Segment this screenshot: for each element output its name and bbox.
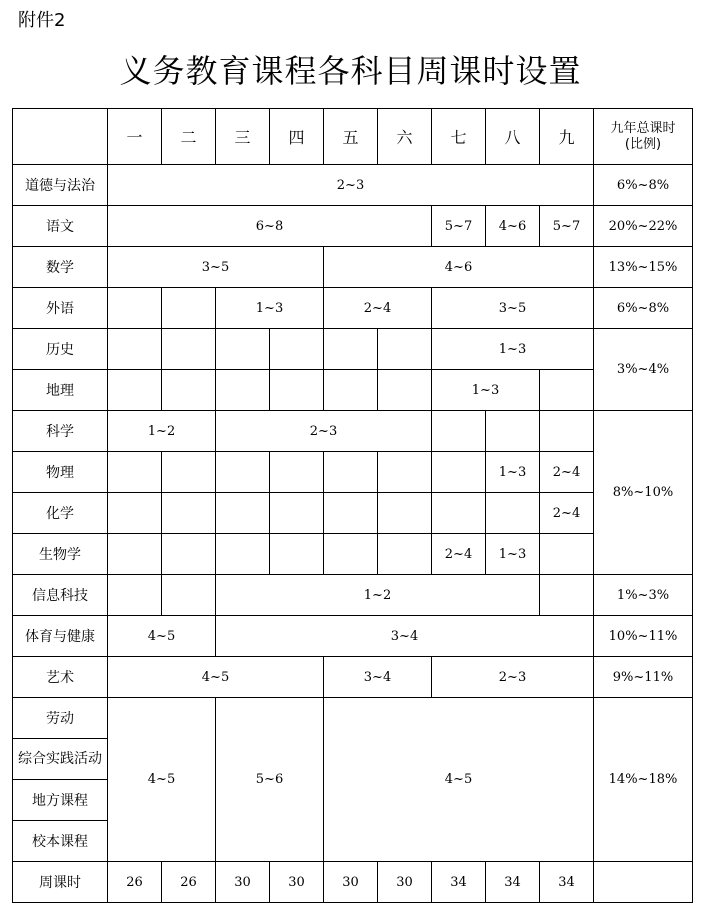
weekly-hours-cell: 30 — [216, 862, 270, 903]
subject-cell: 物理 — [13, 452, 108, 493]
table-row — [13, 370, 693, 411]
subject-cell: 化学 — [13, 493, 108, 534]
hours-cell: 4~5 — [108, 657, 324, 698]
empty-cell — [270, 534, 324, 575]
empty-cell — [432, 493, 486, 534]
weekly-hours-cell: 30 — [270, 862, 324, 903]
empty-cell — [486, 411, 540, 452]
subject-cell: 周课时 — [13, 862, 108, 903]
subject-cell — [13, 739, 108, 780]
table-row — [13, 493, 693, 534]
total-header — [594, 109, 693, 165]
total-cell: 20%~22% — [594, 206, 693, 247]
empty-cell — [324, 329, 378, 370]
empty-cell — [216, 370, 270, 411]
weekly-hours-cell: 26 — [162, 862, 216, 903]
subject-cell: 生物学 — [13, 534, 108, 575]
empty-cell — [540, 575, 594, 616]
grade-header: 九 — [540, 109, 594, 165]
hours-cell: 2~4 — [432, 534, 486, 575]
course-hours-table — [12, 108, 693, 903]
subject-cell: 地方课程 — [13, 780, 108, 821]
hours-cell: 3~4 — [324, 657, 432, 698]
subject-cell: 劳动 — [13, 698, 108, 739]
hours-cell: 5~6 — [216, 698, 324, 862]
empty-cell — [162, 452, 216, 493]
total-cell: 10%~11% — [594, 616, 693, 657]
hours-cell: 2~4 — [540, 493, 594, 534]
empty-cell — [270, 493, 324, 534]
empty-cell — [378, 370, 432, 411]
empty-cell — [162, 575, 216, 616]
empty-cell — [594, 862, 693, 903]
table-row — [13, 165, 693, 206]
empty-cell — [216, 329, 270, 370]
hours-cell: 2~4 — [540, 452, 594, 493]
total-header-line1: 九年总课时 — [610, 120, 676, 136]
hours-cell: 1~3 — [432, 329, 594, 370]
table-row — [13, 534, 693, 575]
empty-cell — [108, 329, 162, 370]
weekly-hours-cell: 34 — [540, 862, 594, 903]
subject-cell: 地理 — [13, 370, 108, 411]
subject-cell: 语文 — [13, 206, 108, 247]
table-row — [13, 329, 693, 370]
empty-cell — [162, 329, 216, 370]
total-cell: 6%~8% — [594, 288, 693, 329]
grade-header: 五 — [324, 109, 378, 165]
empty-cell — [378, 493, 432, 534]
empty-cell — [108, 370, 162, 411]
table-row — [13, 411, 693, 452]
hours-cell: 4~5 — [324, 698, 594, 862]
table-row — [13, 247, 693, 288]
empty-cell — [540, 370, 594, 411]
hours-cell: 4~6 — [324, 247, 594, 288]
empty-cell — [108, 534, 162, 575]
weekly-hours-cell: 30 — [378, 862, 432, 903]
table-row — [13, 288, 693, 329]
hours-cell: 1~3 — [486, 452, 540, 493]
empty-cell — [432, 411, 486, 452]
table-row — [13, 575, 693, 616]
empty-cell — [108, 493, 162, 534]
total-cell: 9%~11% — [594, 657, 693, 698]
hours-cell: 2~3 — [432, 657, 594, 698]
hours-cell: 1~2 — [108, 411, 216, 452]
hours-cell: 6~8 — [108, 206, 432, 247]
hours-cell: 1~3 — [486, 534, 540, 575]
hours-cell: 2~4 — [324, 288, 432, 329]
empty-cell — [108, 288, 162, 329]
grade-header: 二 — [162, 109, 216, 165]
hours-cell: 3~4 — [216, 616, 594, 657]
table-row — [13, 452, 693, 493]
subject-cell: 数学 — [13, 247, 108, 288]
subject-cell: 校本课程 — [13, 821, 108, 862]
subject-cell: 外语 — [13, 288, 108, 329]
hours-cell: 4~6 — [486, 206, 540, 247]
hours-cell: 3~5 — [108, 247, 324, 288]
subject-cell: 历史 — [13, 329, 108, 370]
table-row — [13, 616, 693, 657]
weekly-hours-cell: 34 — [486, 862, 540, 903]
weekly-hours-cell: 26 — [108, 862, 162, 903]
empty-cell — [432, 452, 486, 493]
empty-cell — [324, 534, 378, 575]
page-title: 义务教育课程各科目周课时设置 — [119, 52, 582, 90]
hours-cell: 2~3 — [216, 411, 432, 452]
subject-label: 综合实践活动 — [18, 751, 102, 767]
empty-cell — [486, 493, 540, 534]
empty-cell — [216, 534, 270, 575]
empty-cell — [216, 493, 270, 534]
table-row — [13, 206, 693, 247]
empty-cell — [216, 452, 270, 493]
total-cell: 8%~10% — [594, 411, 693, 575]
empty-cell — [162, 534, 216, 575]
empty-cell — [270, 370, 324, 411]
empty-cell — [108, 452, 162, 493]
empty-cell — [162, 370, 216, 411]
attachment-label: 附件2 — [18, 10, 66, 31]
empty-cell — [162, 288, 216, 329]
empty-cell — [540, 411, 594, 452]
subject-cell: 艺术 — [13, 657, 108, 698]
hours-cell: 5~7 — [432, 206, 486, 247]
table-row — [13, 109, 693, 165]
table-row — [13, 862, 693, 903]
hours-cell: 4~5 — [108, 698, 216, 862]
hours-cell: 5~7 — [540, 206, 594, 247]
weekly-hours-cell: 34 — [432, 862, 486, 903]
grade-header: 一 — [108, 109, 162, 165]
grade-header: 七 — [432, 109, 486, 165]
grade-header: 三 — [216, 109, 270, 165]
subject-cell: 信息科技 — [13, 575, 108, 616]
total-cell: 1%~3% — [594, 575, 693, 616]
hours-cell: 1~2 — [216, 575, 540, 616]
total-cell: 3%~4% — [594, 329, 693, 411]
empty-cell — [108, 575, 162, 616]
hours-cell: 2~3 — [108, 165, 594, 206]
hours-cell: 1~3 — [432, 370, 540, 411]
hours-cell: 3~5 — [432, 288, 594, 329]
empty-cell — [378, 329, 432, 370]
hours-cell: 4~5 — [108, 616, 216, 657]
weekly-hours-cell: 30 — [324, 862, 378, 903]
table-row — [13, 657, 693, 698]
subject-cell: 科学 — [13, 411, 108, 452]
empty-cell — [162, 493, 216, 534]
grade-header: 六 — [378, 109, 432, 165]
subject-cell: 道德与法治 — [13, 165, 108, 206]
table-row — [13, 698, 693, 739]
empty-cell — [324, 493, 378, 534]
empty-cell — [324, 452, 378, 493]
empty-cell — [378, 452, 432, 493]
corner-cell — [13, 109, 108, 165]
total-cell: 14%~18% — [594, 698, 693, 862]
hours-cell: 1~3 — [216, 288, 324, 329]
grade-header: 八 — [486, 109, 540, 165]
total-cell: 6%~8% — [594, 165, 693, 206]
empty-cell — [324, 370, 378, 411]
grade-header: 四 — [270, 109, 324, 165]
total-cell: 13%~15% — [594, 247, 693, 288]
empty-cell — [270, 329, 324, 370]
empty-cell — [378, 534, 432, 575]
empty-cell — [540, 534, 594, 575]
total-header-line2: (比例) — [624, 136, 662, 152]
subject-cell: 体育与健康 — [13, 616, 108, 657]
empty-cell — [270, 452, 324, 493]
